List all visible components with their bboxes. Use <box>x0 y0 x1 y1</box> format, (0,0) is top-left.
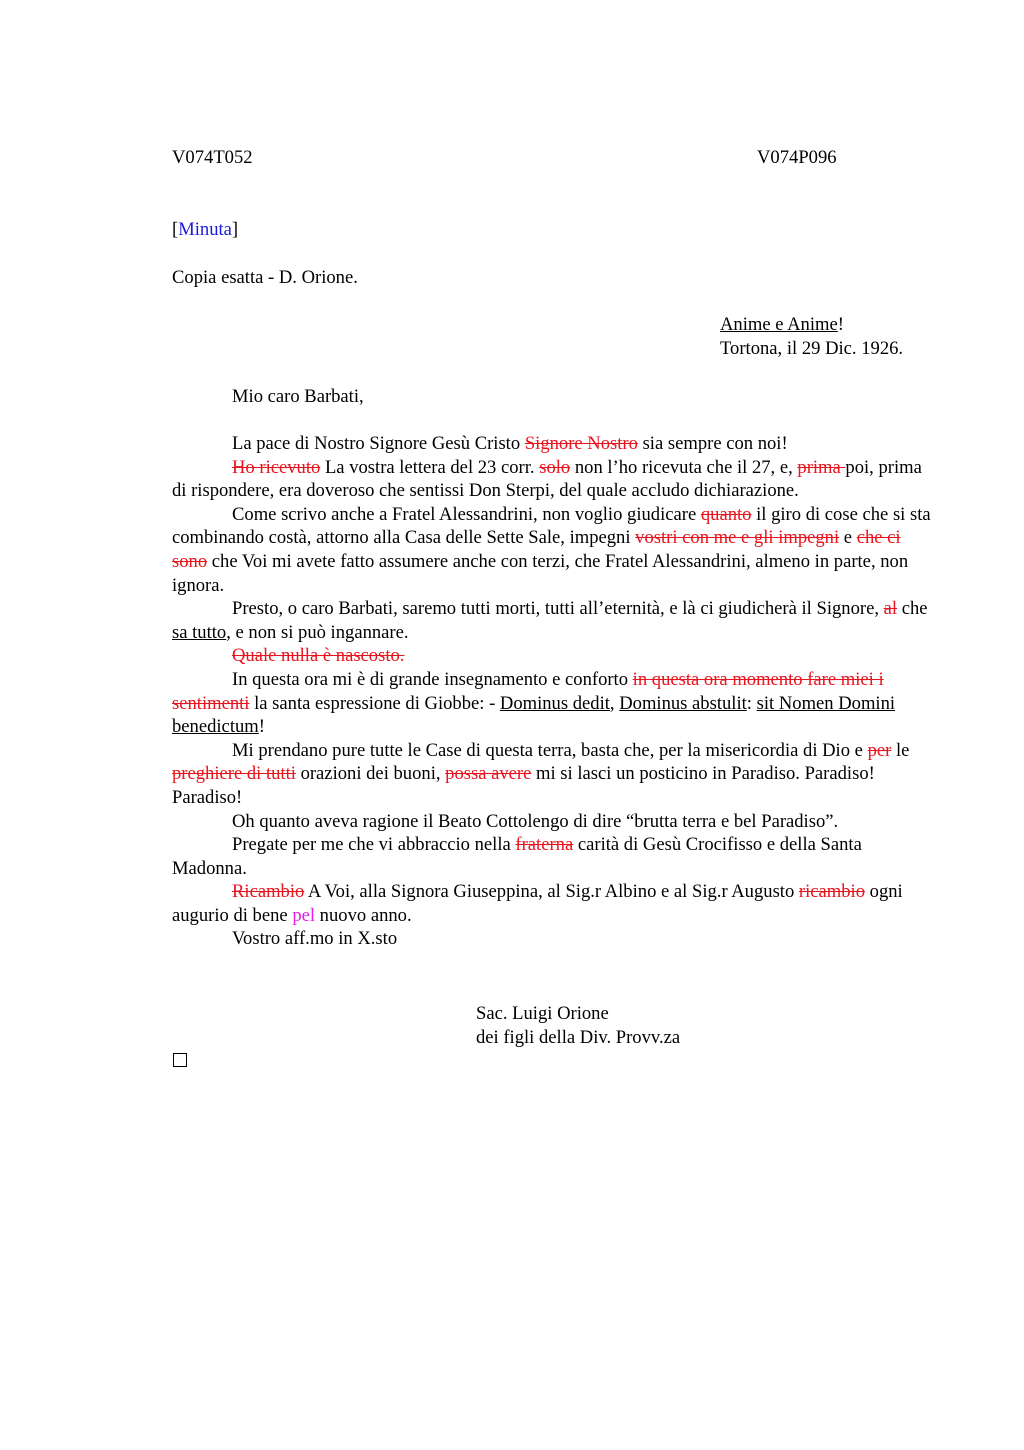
paragraph-3: Come scrivo anche a Fratel Alessandrini, non voglio giudicare quanto il giro di cose che si sta combinando costà, attorno alla Casa delle Sette Sale, impegni vostri con me e gli impegni e che ci sono che Voi mi avete fatto assumere anche con terzi, che Fratel Alessandrini, almeno in parte, non ignora. <box>172 503 931 596</box>
paragraph-9: Pregate per me che vi abbraccio nella fraterna carità di Gesù Crocifisso e della Santa Madonna. <box>172 834 862 879</box>
copy-note: Copia esatta - D. Orione. <box>172 267 358 288</box>
paragraph-7: Mi prendano pure tutte le Case di questa terra, basta che, per la misericordia di Dio e per le preghiere di tutti orazioni dei buoni, possa avere mi si lasci un posticino in Paradiso. Paradiso! Paradiso! <box>172 739 910 808</box>
motto: Anime e Anime! <box>720 314 844 335</box>
paragraph-10: Ricambio A Voi, alla Signora Giuseppina, al Sig.r Albino e al Sig.r Augusto ricambio ogni augurio di bene pel nuovo anno. <box>172 881 903 926</box>
place-date: Tortona, il 29 Dic. 1926. <box>720 338 904 359</box>
paragraph-1: La pace di Nostro Signore Gesù Cristo Signore Nostro sia sempre con noi! <box>232 433 788 454</box>
minuta-label: [Minuta] <box>172 219 239 240</box>
paragraph-6: In questa ora mi è di grande insegnamento e conforto in questa ora momento fare miei i sentimenti la santa espressione di Giobbe: - Dominus dedit, Dominus abstulit: sit Nomen Domini benedictum! <box>172 668 896 738</box>
paragraph-2: Ho ricevuto La vostra lettera del 23 corr. solo non l’ho ricevuta che il 27, e, prima poi, prima di rispondere, era doveroso che sentissi Don Sterpi, del quale accludo dichiarazione. <box>172 456 922 502</box>
document-code-right: V074P096 <box>757 147 837 168</box>
paragraph-4: Presto, o caro Barbati, saremo tutti morti, tutti all’eternità, e là ci giudicherà il Signore, al che sa tutto, e non si può ingannare. <box>172 598 928 643</box>
document-code-left: V074T052 <box>172 147 253 168</box>
end-marker-square-icon <box>173 1053 187 1067</box>
paragraph-5: Quale nulla è nascosto. <box>232 645 405 667</box>
signature-title: dei figli della Div. Provv.za <box>476 1027 681 1048</box>
minuta-link: Minuta <box>178 219 232 240</box>
signature-name: Sac. Luigi Orione <box>476 1003 609 1024</box>
closing: Vostro aff.mo in X.sto <box>232 928 398 950</box>
paragraph-8: Oh quanto aveva ragione il Beato Cottolengo di dire “brutta terra e bel Paradiso”. <box>232 810 839 832</box>
letter-body <box>172 432 932 951</box>
salutation: Mio caro Barbati, <box>232 386 364 407</box>
